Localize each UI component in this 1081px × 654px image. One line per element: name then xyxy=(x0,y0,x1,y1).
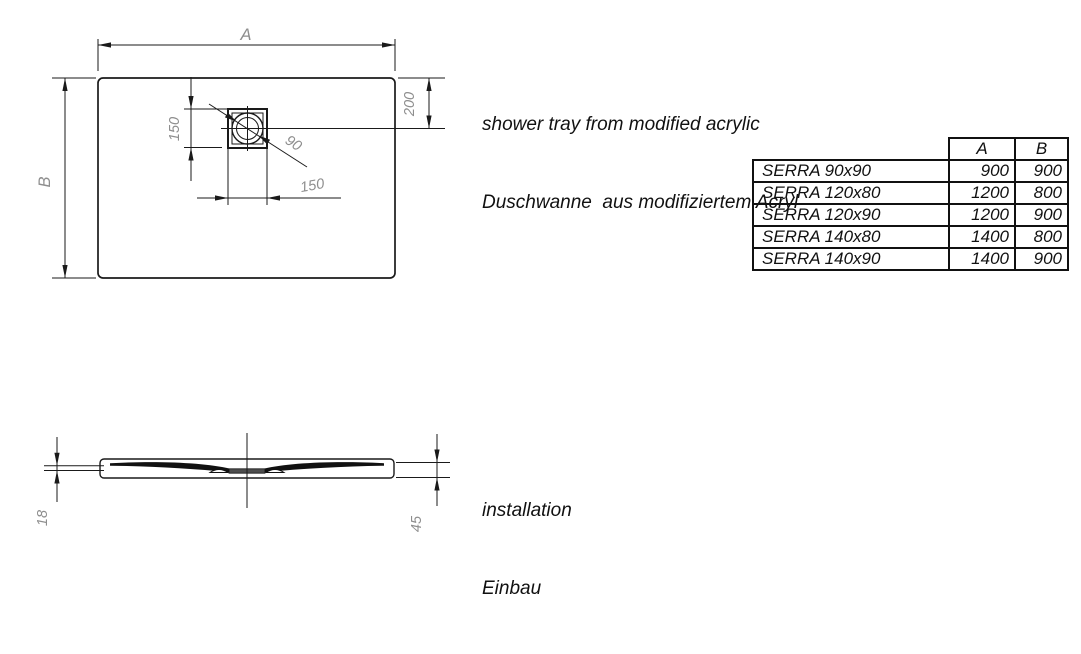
table-cell-a: 900 xyxy=(949,160,1015,182)
description-line-de: Duschwanne aus modifiziertem Acryl xyxy=(482,192,799,213)
table-cell-model: SERRA 140x80 xyxy=(753,226,949,248)
dim-label-200: 200 xyxy=(402,91,418,117)
table-cell-a: 1400 xyxy=(949,226,1015,248)
size-table xyxy=(752,137,1069,271)
dim-label-b: B xyxy=(36,176,54,188)
table-cell-b: 900 xyxy=(1015,204,1068,226)
table-row xyxy=(753,160,1068,182)
table-cell-a: 1200 xyxy=(949,204,1015,226)
table-header-row xyxy=(753,138,1068,160)
table-row xyxy=(753,226,1068,248)
dim-label-18: 18 xyxy=(35,509,51,527)
table-cell-model: SERRA 90x90 xyxy=(753,160,949,182)
side-view xyxy=(35,433,450,532)
dim-label-150-vertical: 150 xyxy=(167,116,183,142)
description-text xyxy=(482,60,798,268)
table-cell-b: 900 xyxy=(1015,248,1068,270)
table-header-b: B xyxy=(1015,138,1068,160)
installation-text xyxy=(482,446,572,654)
table-cell-model: SERRA 120x90 xyxy=(753,204,949,226)
installation-line-en: installation xyxy=(482,500,572,521)
table-cell-b: 800 xyxy=(1015,226,1068,248)
table-cell-a: 1400 xyxy=(949,248,1015,270)
table-header-a: A xyxy=(949,138,1015,160)
description-line-en: shower tray from modified acrylic xyxy=(482,114,760,135)
table-row xyxy=(753,204,1068,226)
table-row xyxy=(753,248,1068,270)
installation-line-de: Einbau xyxy=(482,578,542,599)
dim-label-45: 45 xyxy=(409,515,425,533)
dimension-drain-height xyxy=(167,77,228,181)
dimension-drain-width xyxy=(197,148,341,205)
table-cell-model: SERRA 120x80 xyxy=(753,182,949,204)
dimension-height-b xyxy=(36,78,96,278)
table-cell-b: 800 xyxy=(1015,182,1068,204)
table-header-blank xyxy=(753,138,949,160)
dimension-edge-18 xyxy=(35,437,104,526)
dim-label-150-horizontal: 150 xyxy=(298,176,326,197)
dim-label-90: 90 xyxy=(282,132,305,155)
dimension-height-45 xyxy=(396,434,450,532)
table-row xyxy=(753,182,1068,204)
table-cell-a: 1200 xyxy=(949,182,1015,204)
dim-label-a: A xyxy=(240,26,252,44)
plan-view xyxy=(36,26,445,278)
dimension-drain-offset xyxy=(398,78,445,129)
table-cell-b: 900 xyxy=(1015,160,1068,182)
table-cell-model: SERRA 140x90 xyxy=(753,248,949,270)
dimension-width-a xyxy=(98,26,395,71)
